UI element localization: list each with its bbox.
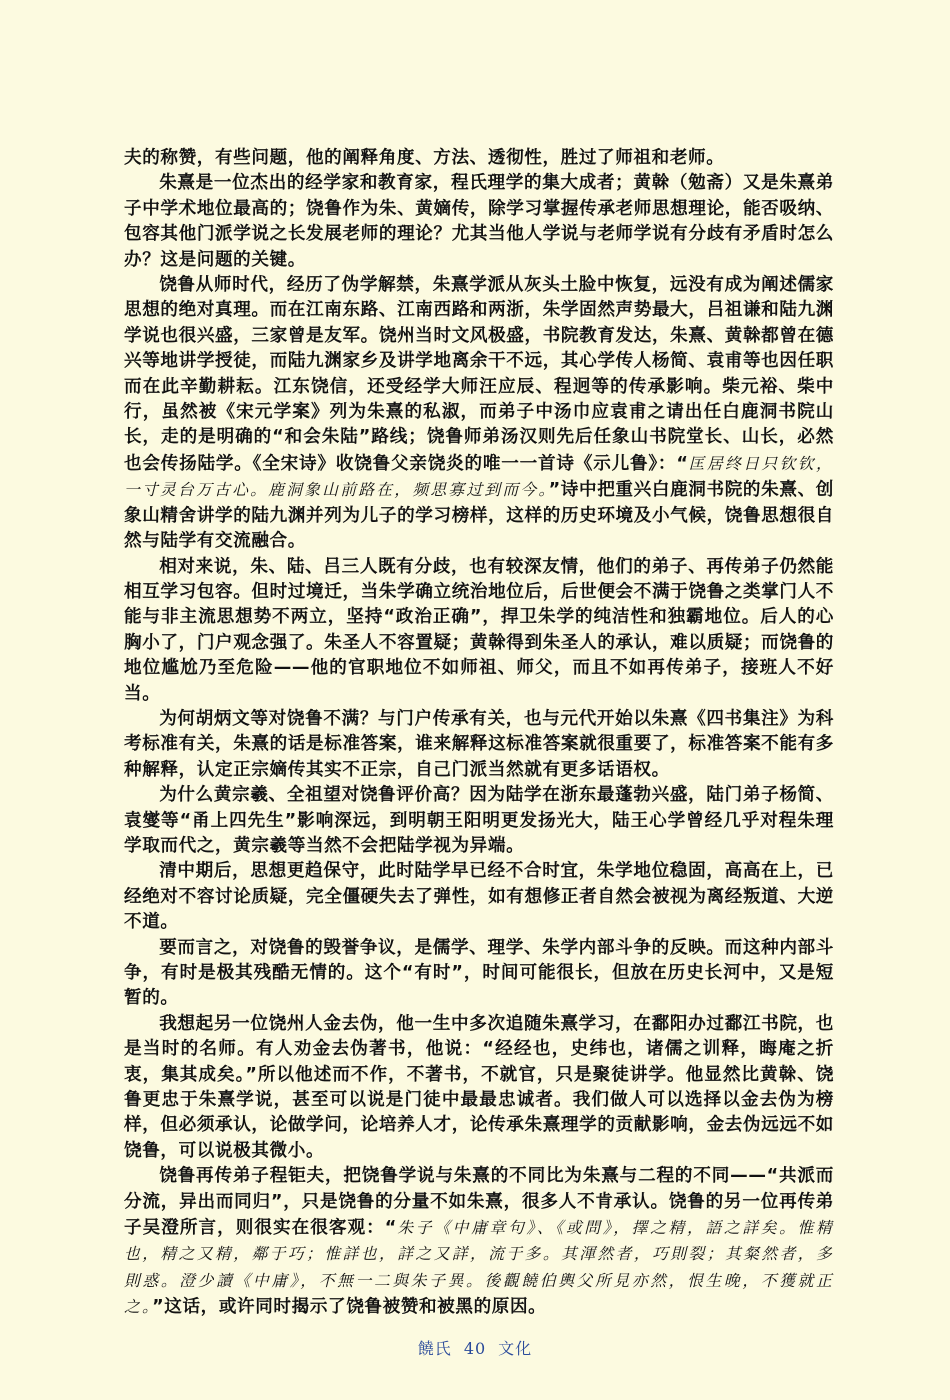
paragraph-continued: 夫的称赞，有些问题，他的阐释角度、方法、透彻性，胜过了师祖和老师。 (124, 148, 725, 168)
paragraph-text: 饶鲁从师时代，经历了伪学解禁，朱熹学派从灰头土脸中恢复，远没有成为阐述儒家思想的绝对真理。而在江南东路、江南西路和两浙，朱学固然声势最大，吕祖谦和陆九渊学说也很兴盛，三家曾是友军。饶州当时文风极盛，书院教育发达，朱熹、黄榦都曾在德兴等地讲学授徒，而陆九渊家乡及讲学地离余干不远，其心学传人杨简、袁甫等也因任职而在此辛勤耕耘。江东饶信，还受经学大师汪应辰、程迥等的传承影响。柴元裕、柴中行，虽然被《宋元学案》列为朱熹的私淑，而弟子中汤巾应袁甫之请出任白鹿洞书院山长，走的是明确的“和会朱陆”路线；饶鲁师弟汤汉则先后任象山书院堂长、山长，必然也会传扬陆学。《全宋诗》收饶鲁父亲饶炎的唯一一首诗《示儿鲁》：“ (124, 275, 834, 474)
paragraph-text: 饶鲁再传弟子程钜夫，把饶鲁学说与朱熹的不同比为朱熹与二程的不同——“共派而分流，异出而同归”，只是饶鲁的分量不如朱熹，很多人不肯承认。饶鲁的另一位再传弟子吴澄所言，则很实在很客观：“ (124, 1166, 834, 1239)
article-body (124, 146, 834, 1321)
paragraph-with-quote (124, 1164, 834, 1320)
footer-journal-suffix: 文化 (498, 1339, 533, 1358)
paragraph-text: ”这话，或许同时揭示了饶鲁被赞和被黑的原因。 (152, 1297, 547, 1318)
classical-quote: 朱子《中庸章句》、《或問》，擇之精，語之詳矣。惟精也，精之又精，鄰于巧；惟詳也，詳之又詳，流于多。其渾然者，巧則裂；其粲然者，多則惑。澄少讀《中庸》，不無一二與朱子異。後觀饒伯輿父所見亦然，恨生晚，不獲就正之。 (124, 1218, 834, 1317)
paragraph: 我想起另一位饶州人金去伪，他一生中多次追随朱熹学习，在鄱阳办过鄱江书院，也是当时的名师。有人劝金去伪著书，他说：“经经也，史纬也，诸儒之训释，晦庵之折衷，集其成矣。”所以他述而不作，不著书，不就官，只是聚徒讲学。他显然比黄榦、饶鲁更忠于朱熹学说，甚至可以说是门徒中最最忠诚者。我们做人可以选择以金去伪为榜样，但必须承认，论做学问，论培养人才，论传承朱熹理学的贡献影响，金去伪远远不如饶鲁，可以说极其微小。 (124, 1013, 834, 1161)
paragraph: 朱熹是一位杰出的经学家和教育家，程氏理学的集大成者；黄榦（勉斋）又是朱熹弟子中学术地位最高的；饶鲁作为朱、黄嫡传，除学习掌握传承老师思想理论，能否吸纳、包容其他门派学说之长发展老师的理论？尤其当他人学说与老师学说有分歧有矛盾时怎么办？这是问题的关键。 (124, 173, 834, 270)
paragraph: 相对来说，朱、陆、吕三人既有分歧，也有较深友情，他们的弟子、再传弟子仍然能相互学习包容。但时过境迁，当朱学确立统治地位后，后世便会不满于饶鲁之类掌门人不能与非主流思想势不两立，坚持“政治正确”，捍卫朱学的纯洁性和独霸地位。后人的心胸小了，门户观念强了。朱圣人不容置疑；黄榦得到朱圣人的承认，难以质疑；而饶鲁的地位尴尬乃至危险——他的官职地位不如师祖、师父，而且不如再传弟子，接班人不好当。 (124, 556, 834, 704)
paragraph: 要而言之，对饶鲁的毁誉争议，是儒学、理学、朱学内部斗争的反映。而这种内部斗争，有时是极其残酷无情的。这个“有时”，时间可能很长，但放在历史长河中，又是短暂的。 (124, 937, 834, 1009)
paragraph: 为何胡炳文等对饶鲁不满？与门户传承有关，也与元代开始以朱熹《四书集注》为科考标准有关，朱熹的话是标准答案，谁来解释这标准答案就很重要了，标准答案不能有多种解释，认定正宗嫡传其实不正宗，自己门派当然就有更多话语权。 (124, 708, 834, 780)
paragraph-text: ”诗中把重兴白鹿洞书院的朱熹、创象山精舍讲学的陆九渊并列为儿子的学习榜样，这样的历史环境及小气候，饶鲁思想很自然与陆学有交流融合。 (124, 480, 834, 552)
footer-journal-name: 饒氏 (417, 1339, 452, 1358)
poem-quote: 匡居终日只钦钦，一寸灵台万古心。鹿洞象山前路在，频思寡过到而今。 (124, 453, 834, 500)
page-footer (0, 1336, 950, 1359)
page-number: 40 (463, 1339, 487, 1358)
paragraph: 为什么黄宗羲、全祖望对饶鲁评价高？因为陆学在浙东最蓬勃兴盛，陆门弟子杨简、袁燮等“甬上四先生”影响深远，到明朝王阳明更发扬光大，陆王心学曾经几乎对程朱理学取而代之，黄宗羲等当然不会把陆学视为异端。 (124, 785, 834, 856)
paragraph: 清中期后，思想更趋保守，此时陆学早已经不合时宜，朱学地位稳固，高高在上，已经绝对不容讨论质疑，完全僵硬失去了弹性，如有想修正者自然会被视为离经叛道、大逆不道。 (124, 861, 834, 933)
paragraph-with-poem (124, 273, 834, 554)
